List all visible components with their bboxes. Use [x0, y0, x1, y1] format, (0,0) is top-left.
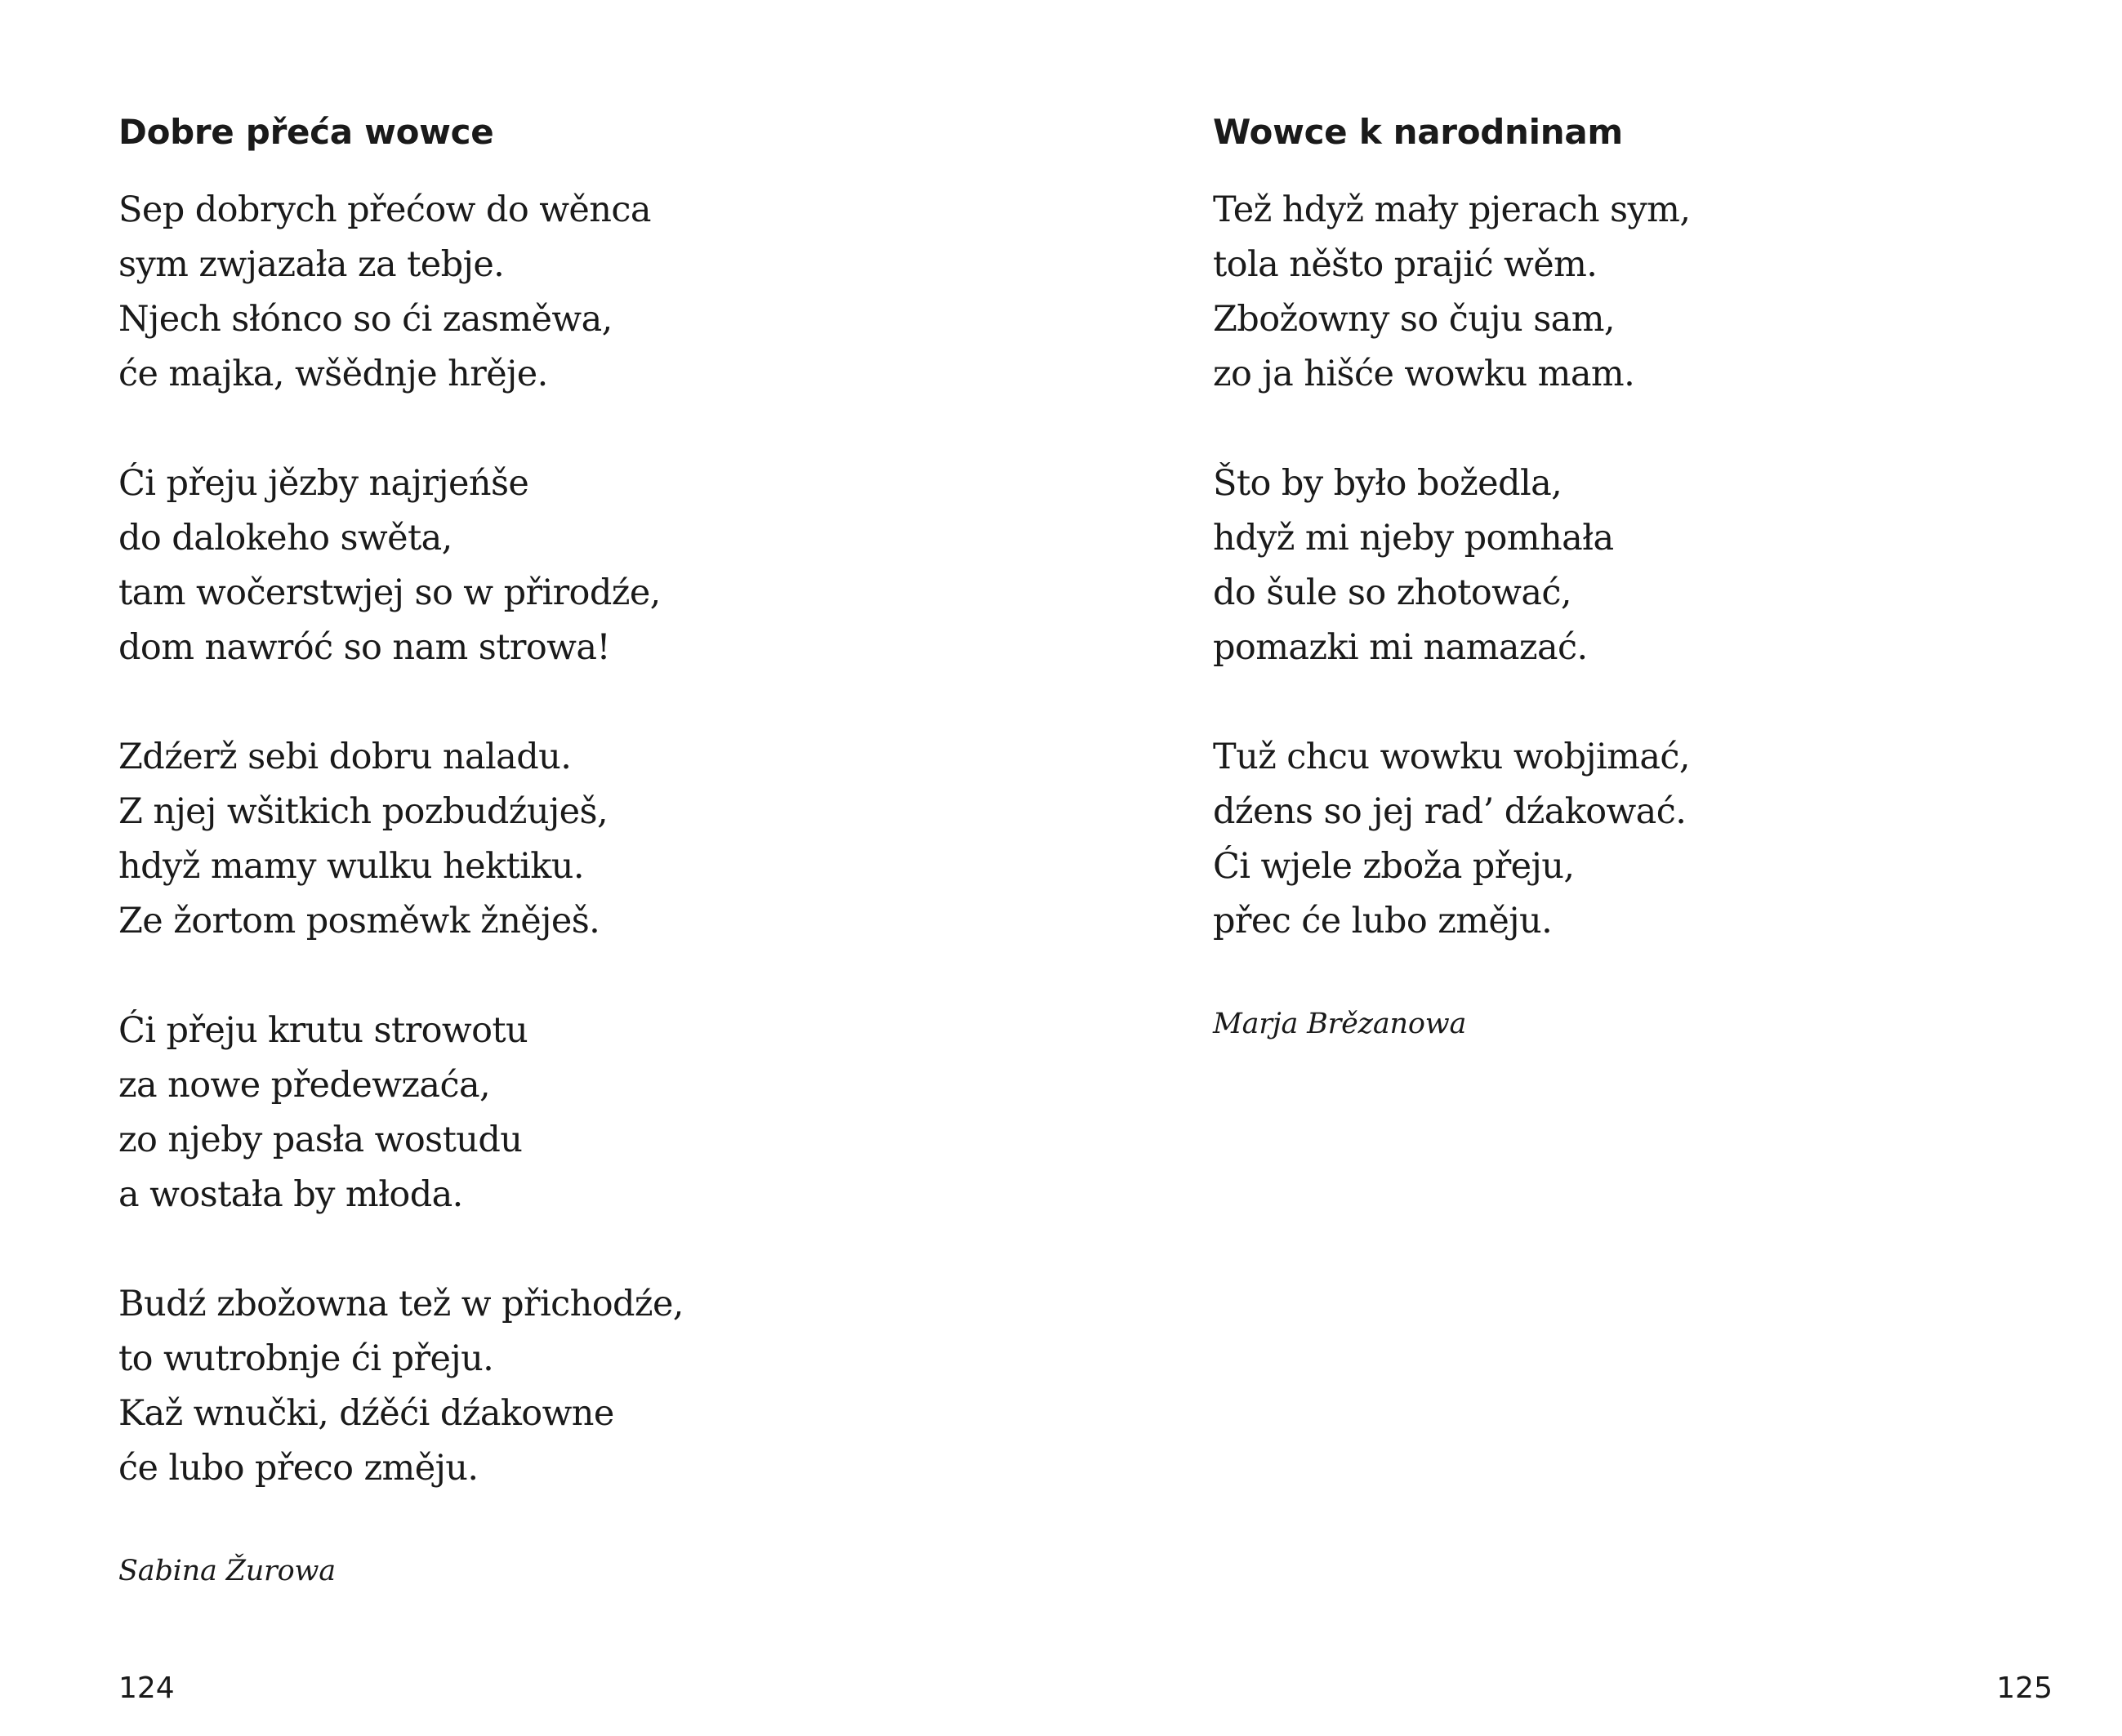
- poem-line: Tuž chcu wowku wobjimać,: [1213, 737, 1690, 777]
- poem-line: tam wočerstwjej so w přirodźe,: [118, 572, 661, 613]
- stanza: [1213, 456, 1690, 675]
- poem-line: Z njej wšitkich pozbudźuješ,: [118, 791, 609, 832]
- poem-line: Zdźerž sebi dobru naladu.: [118, 737, 572, 777]
- stanza: [1213, 183, 1690, 402]
- stanza: [118, 456, 684, 675]
- poem-title: Dobre přeća wowce: [118, 112, 494, 152]
- poem-line: do šule so zhotować,: [1213, 572, 1571, 613]
- poem-line: Ze žortom posměwk žněješ.: [118, 901, 600, 941]
- stanza: [118, 730, 684, 949]
- poem-line: za nowe předewzaća,: [118, 1065, 491, 1106]
- poem-line: Ći přeju jězby najrjeńše: [118, 463, 529, 504]
- poem-line: to wutrobnje ći přeju.: [118, 1338, 494, 1379]
- poem-dobre-preca-wowce: [118, 108, 684, 1591]
- poem-line: će majka, wšědnje hrěje.: [118, 354, 548, 394]
- poem-line: tola něšto prajić wěm.: [1213, 244, 1598, 285]
- poem-line: Kaž wnučki, dźěći dźakowne: [118, 1393, 614, 1434]
- poem-title: Wowce k narodninam: [1213, 112, 1623, 152]
- poem-line: Tež hdyž mały pjerach sym,: [1213, 189, 1691, 230]
- poem-line: Ći wjele zboža přeju,: [1213, 846, 1575, 887]
- page-number: 125: [1996, 1671, 2053, 1705]
- poem-line: Sep dobrych přećow do wěnca: [118, 189, 651, 230]
- poem-wowce-k-narodninam: [1213, 108, 1690, 1044]
- poem-line: pomazki mi namazać.: [1213, 627, 1588, 668]
- poem-line: dom nawróć so nam strowa!: [118, 627, 611, 668]
- poem-line: a wostała by młoda.: [118, 1174, 463, 1215]
- poem-author: Marja Brězanowa: [1213, 1008, 1467, 1040]
- poem-line: Što by było božedla,: [1213, 463, 1563, 504]
- stanza: [118, 1004, 684, 1222]
- poem-line: Ći přeju krutu strowotu: [118, 1010, 528, 1051]
- poem-line: hdyž mi njeby pomhała: [1213, 518, 1614, 559]
- poem-line: Njech słónco so ći zasměwa,: [118, 299, 613, 340]
- poem-line: Zbožowny so čuju sam,: [1213, 299, 1615, 340]
- poem-line: će lubo přeco změju.: [118, 1448, 479, 1489]
- page-number: 124: [118, 1671, 175, 1705]
- poem-line: přec će lubo změju.: [1213, 901, 1553, 941]
- right-page: [1061, 0, 2122, 1736]
- poem-line: sym zwjazała za tebje.: [118, 244, 505, 285]
- poem-line: hdyž mamy wulku hektiku.: [118, 846, 584, 887]
- poem-line: zo njeby pasła wostudu: [118, 1119, 523, 1160]
- stanza: [118, 183, 684, 402]
- poem-line: do dalokeho swěta,: [118, 518, 452, 559]
- poem-line: dźens so jej rad’ dźakować.: [1213, 791, 1687, 832]
- poem-line: Budź zbožowna tež w přichodźe,: [118, 1284, 684, 1324]
- stanza: [1213, 730, 1690, 949]
- stanza: [118, 1277, 684, 1496]
- poem-line: zo ja hišće wowku mam.: [1213, 354, 1635, 394]
- poem-author: Sabina Žurowa: [118, 1555, 336, 1587]
